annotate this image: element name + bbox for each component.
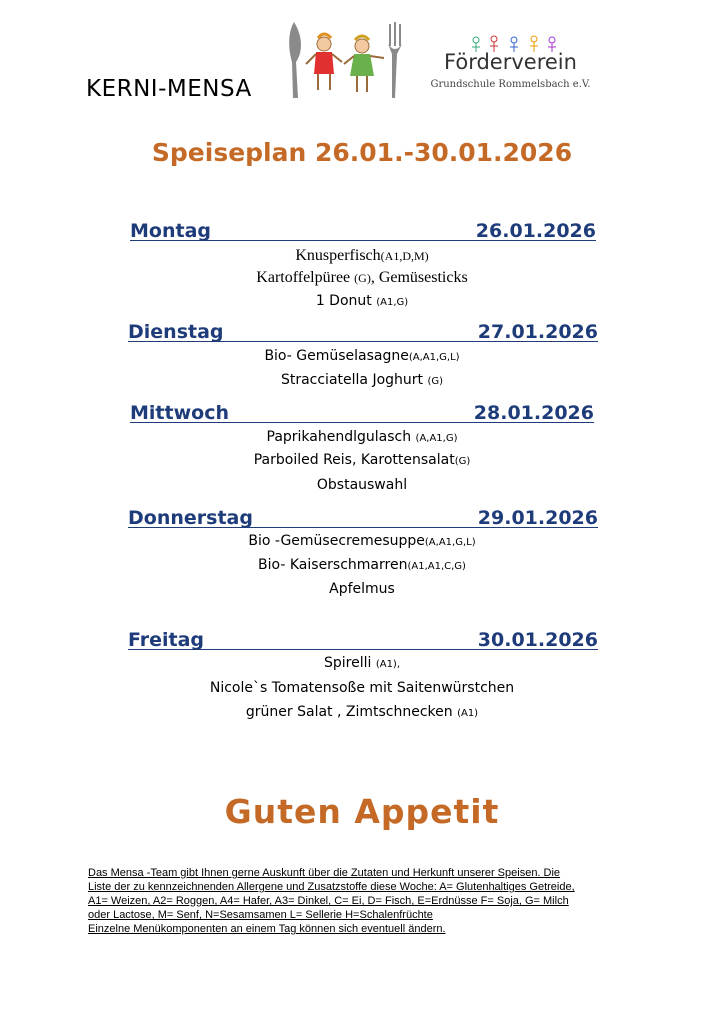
day-name: Mittwoch bbox=[130, 402, 229, 424]
logo-subtitle: Grundschule Rommelsbach e.V. bbox=[430, 79, 591, 90]
meal-line: Obstauswahl bbox=[316, 477, 408, 493]
day-name: Montag bbox=[130, 220, 211, 242]
mensa-name: KERNI-MENSA bbox=[86, 76, 252, 102]
meal-line: Stracciatella Joghurt (G) bbox=[280, 372, 444, 388]
day-name: Dienstag bbox=[128, 321, 224, 343]
meal-line: Bio- Kaiserschmarren(A1,A1,C,G) bbox=[258, 557, 466, 573]
meal-line: Spirelli (A1), bbox=[323, 655, 401, 671]
day-header-donnerstag bbox=[128, 499, 598, 528]
day-name: Freitag bbox=[128, 629, 205, 651]
page-title: Speiseplan 26.01.-30.01.2026 bbox=[151, 138, 573, 167]
meal-line: Bio -Gemüsecremesuppe(A,A1,G,L) bbox=[248, 533, 476, 549]
footer-line: Einzelne Menükomponenten an einem Tag können sich eventuell ändern. bbox=[88, 923, 446, 935]
footer-line: Das Mensa -Team gibt Ihnen gerne Auskunft über die Zutaten und Herkunft unserer Speisen. Die bbox=[88, 867, 561, 879]
footer-line: oder Lactose, M= Senf, N=Sesamsamen L= Sellerie H=Schalenfrüchte bbox=[88, 909, 433, 921]
logo-title: Förderverein bbox=[444, 50, 577, 74]
allergen-footnote bbox=[88, 866, 648, 936]
day-header-freitag bbox=[128, 621, 598, 650]
day-header-montag bbox=[130, 212, 596, 241]
foerderverein-logo bbox=[428, 28, 593, 100]
meal-line: Kartoffelpüree (G), Gemüsesticks bbox=[256, 269, 468, 286]
meal-line: grüner Salat , Zimtschnecken (A1) bbox=[245, 704, 479, 720]
meal-line: Bio- Gemüselasagne(A,A1,G,L) bbox=[264, 348, 460, 364]
day-date: 28.01.2026 bbox=[473, 402, 594, 424]
meal-line: Knusperfisch(A1,D,M) bbox=[295, 247, 429, 264]
meal-line: 1 Donut (A1,G) bbox=[315, 293, 409, 309]
meal-line: Parboiled Reis, Karottensalat(G) bbox=[253, 452, 471, 468]
cutlery-kids-logo bbox=[282, 18, 412, 100]
footer-line: Liste der zu kennzeichnenden Allergene und Zusatzstoffe diese Woche: A= Glutenhaltiges Getreide, bbox=[88, 881, 575, 893]
meal-line: Nicole`s Tomatensoße mit Saitenwürstchen bbox=[209, 680, 515, 696]
day-date: 29.01.2026 bbox=[477, 507, 598, 529]
footer-line: A1= Weizen, A2= Roggen, A4= Hafer, A3= Dinkel, C= Ei, D= Fisch, E=Erdnüsse F= Soja, G= Milch bbox=[88, 895, 569, 907]
meal-line: Paprikahendlgulasch (A,A1,G) bbox=[266, 429, 458, 445]
closing-greeting: Guten Appetit bbox=[224, 792, 500, 831]
day-header-dienstag bbox=[128, 313, 598, 342]
day-date: 26.01.2026 bbox=[475, 220, 596, 242]
day-name: Donnerstag bbox=[128, 507, 253, 529]
day-date: 30.01.2026 bbox=[477, 629, 598, 651]
meal-line: Apfelmus bbox=[329, 581, 395, 597]
day-date: 27.01.2026 bbox=[477, 321, 598, 343]
day-header-mittwoch bbox=[130, 394, 594, 423]
